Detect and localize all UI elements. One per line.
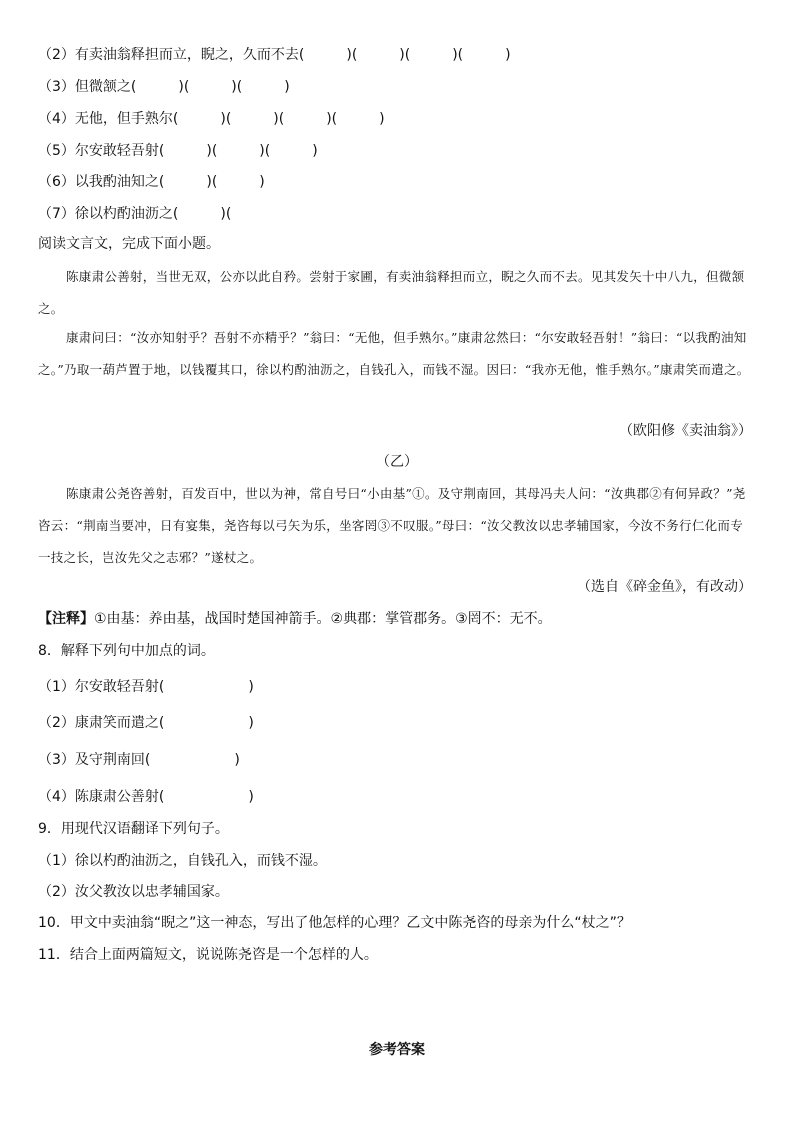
q9-item-1: （1）徐以杓酌油沥之，自钱孔入，而钱不湿。 xyxy=(38,853,327,869)
q8-item-4: （4）陈康肃公善射( ) xyxy=(38,789,254,805)
question-3: （3）但微颔之( )( )( ) xyxy=(38,79,290,95)
passage-yi-p1: 陈康肃公尧咨善射，百发百中，世以为神，常自号曰“小由基”①。及守荆南回，其母冯夫人问：“汝典郡②有何异政？”尧咨云：“荆南当要冲，日有宴集，尧咨每以弓矢为乐，坐客罔③不叹服。”母曰：“汝父教汝以忠孝辅国家，今汝不务行仁化而专一技之长，岂汝先父之志邪？”遂杖之。 xyxy=(38,486,746,565)
passage-yi-heading: （乙） xyxy=(376,454,418,470)
reading-instruction: 阅读文言文，完成下面小题。 xyxy=(38,236,220,252)
question-2: （2）有卖油翁释担而立，睨之，久而不去( )( )( )( ) xyxy=(38,47,511,63)
q10: 10．甲文中卖油翁“睨之”这一神态，写出了他怎样的心理？乙文中陈尧咨的母亲为什么“杖之”？ xyxy=(38,915,631,931)
passage-jia-p2: 康肃问曰：“汝亦知射乎？吾射不亦精乎？”翁曰：“无他，但手熟尔。”康肃忿然曰：“尔安敢轻吾射！”翁曰：“以我酌油知之。”乃取一葫芦置于地，以钱覆其口，徐以杓酌油沥之，自钱孔入，而钱不湿。因曰：“我亦无他，惟手熟尔。”康肃笑而遣之。 xyxy=(38,330,750,377)
question-4: （4）无他，但手熟尔( )( )( )( ) xyxy=(38,111,385,127)
answer-heading: 参考答案 xyxy=(369,1042,425,1058)
notes-text: ①由基：养由基，战国时楚国神箭手。②典郡：掌管郡务。③罔不：无不。 xyxy=(94,611,552,627)
q8-item-3: （3）及守荆南回( ) xyxy=(38,752,240,768)
notes-label: 【注释】 xyxy=(38,611,94,627)
q9-title: 9．用现代汉语翻译下列句子。 xyxy=(38,821,229,837)
q8-title: 8．解释下列句中加点的词。 xyxy=(38,643,215,659)
q8-item-2: （2）康肃笑而遣之( ) xyxy=(38,715,254,731)
q8-item-1: （1）尔安敢轻吾射( ) xyxy=(38,679,254,695)
question-7: （7）徐以杓酌油沥之( )( xyxy=(38,206,232,222)
question-5: （5）尔安敢轻吾射( )( )( ) xyxy=(38,143,318,159)
passage-jia-p1: 陈康肃公善射，当世无双，公亦以此自矜。尝射于家圃，有卖油翁释担而立，睨之久而不去。见其发矢十中八九，但微颔之。 xyxy=(38,269,745,316)
passage-jia-source: （欧阳修《卖油翁》） xyxy=(619,423,752,439)
passage-yi-source: （选自《碎金鱼》，有改动） xyxy=(577,579,752,595)
q11: 11．结合上面两篇短文，说说陈尧咨是一个怎样的人。 xyxy=(38,947,378,963)
question-6: （6）以我酌油知之( )( ) xyxy=(38,174,265,190)
notes xyxy=(38,609,552,629)
q9-item-2: （2）汝父教汝以忠孝辅国家。 xyxy=(38,884,229,900)
